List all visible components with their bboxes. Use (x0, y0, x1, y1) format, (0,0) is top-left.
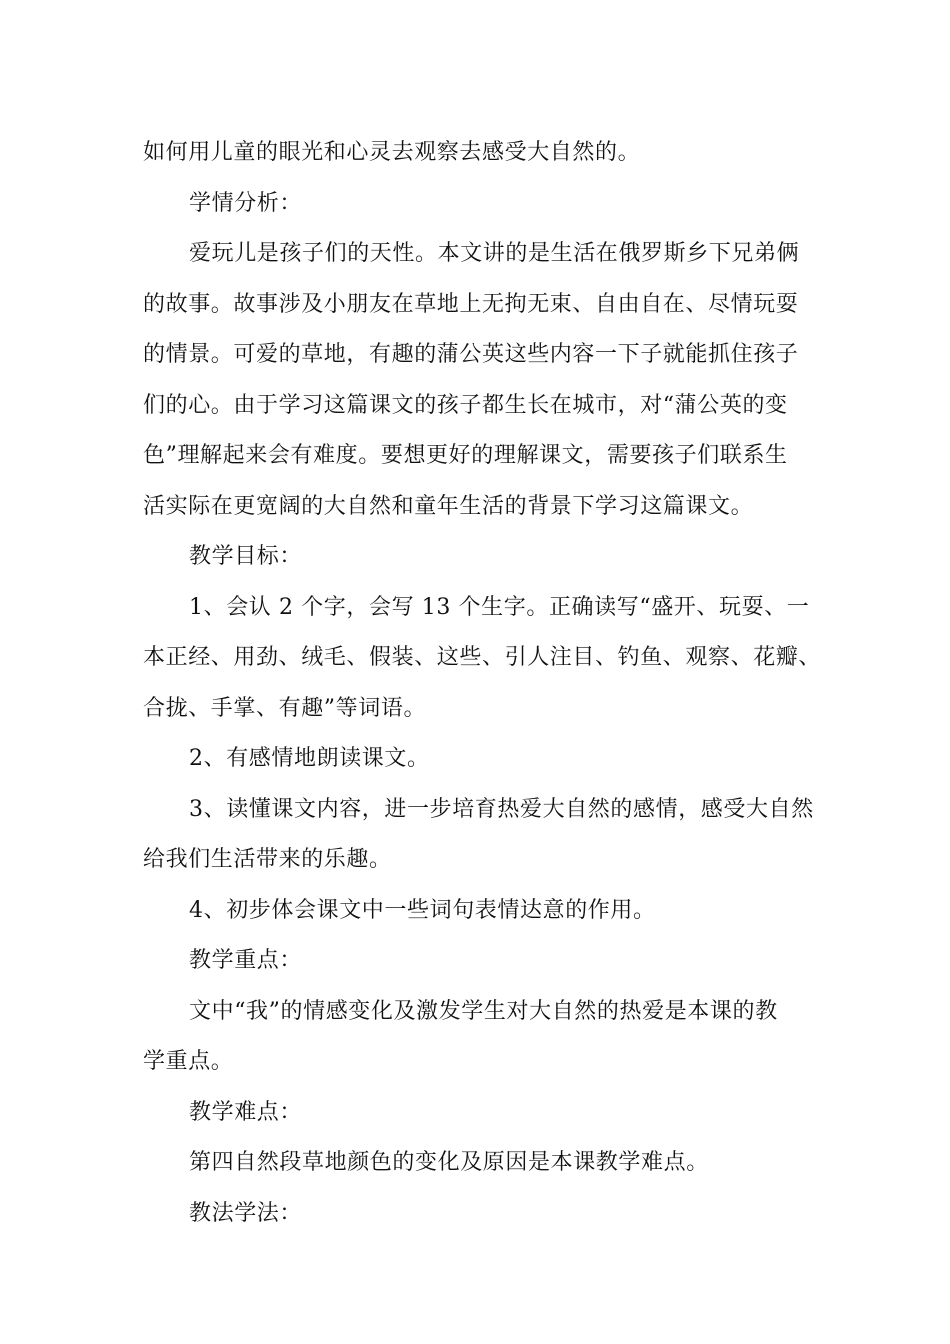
text-line: 的故事。故事涉及小朋友在草地上无拘无束、自由自在、尽情玩耍 (143, 291, 799, 317)
section-heading-teaching-focus: 教学重点： (189, 948, 303, 973)
text-line: 活实际在更宽阔的大自然和童年生活的背景下学习这篇课文。 (143, 493, 754, 519)
section-heading-teaching-goals: 教学目标： (189, 544, 303, 569)
text-line: 的情景。可爱的草地，有趣的蒲公英这些内容一下子就能抓住孩子 (143, 342, 799, 367)
document-body (143, 128, 835, 1239)
text-line: 如何用儿童的眼光和心灵去观察去感受大自然的。 (143, 140, 641, 165)
section-heading-teaching-methods: 教法学法： (189, 1200, 303, 1226)
text-line: 3、读懂课文内容，进一步培育热爱大自然的感情，感受大自然 (189, 796, 814, 822)
text-line: 合拢、手掌、有趣”等词语。 (143, 695, 427, 721)
text-line: 本正经、用劲、绒毛、假装、这些、引人注目、钓鱼、观察、花瓣、 (143, 645, 822, 670)
text-line: 文中“我”的情感变化及激发学生对大自然的热爱是本课的教 (189, 998, 778, 1024)
section-heading-student-analysis: 学情分析： (189, 190, 303, 216)
text-line: 色”理解起来会有难度。要想更好的理解课文，需要孩子们联系生 (143, 443, 788, 468)
text-line: 给我们生活带来的乐趣。 (143, 847, 392, 872)
text-line: 学重点。 (143, 1049, 234, 1074)
text-line: 爱玩儿是孩子们的天性。本文讲的是生活在俄罗斯乡下兄弟俩 (189, 241, 800, 266)
text-line: 们的心。由于学习这篇课文的孩子都生长在城市，对“蒲公英的变 (143, 392, 788, 418)
text-line: 第四自然段草地颜色的变化及原因是本课教学难点。 (189, 1150, 709, 1175)
text-line: 4、初步体会课文中一些词句表情达意的作用。 (189, 897, 656, 923)
text-line: 2、有感情地朗读课文。 (189, 746, 430, 771)
section-heading-teaching-difficulty: 教学难点： (189, 1099, 303, 1125)
text-line: 1、会认 2 个字，会写 13 个生字。正确读写“盛开、玩耍、一 (189, 594, 810, 620)
